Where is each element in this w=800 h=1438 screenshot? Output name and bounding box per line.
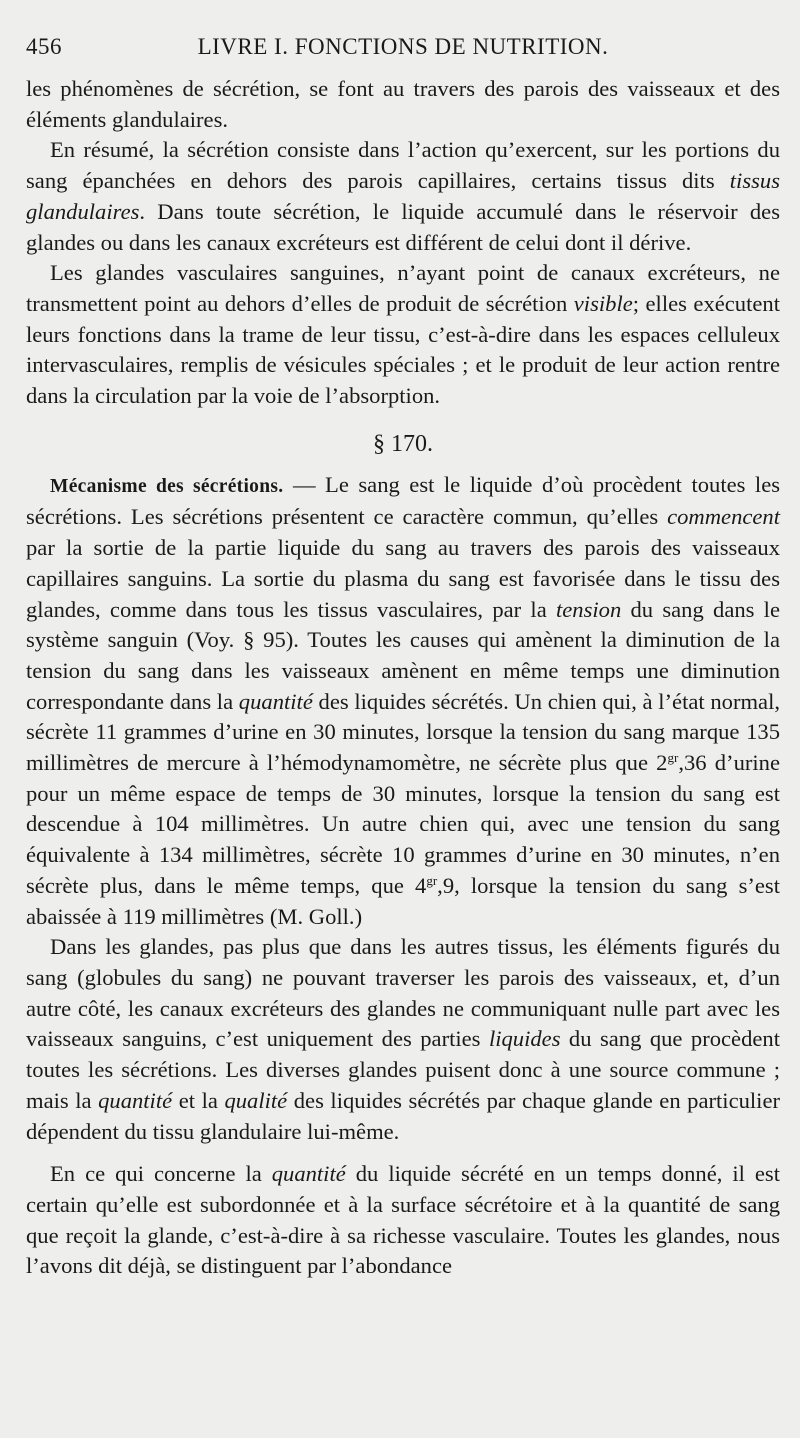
paragraph-2 [26, 135, 780, 258]
italic-term: tissus glandulaires [26, 168, 780, 224]
paragraph-5 [26, 932, 780, 1147]
paragraph-text: du sang que procèdent toutes les sécrétions. Les diverses glandes puisent donc à une source commune ; mais la [26, 1026, 780, 1113]
italic-term: visible [573, 290, 633, 316]
paragraph-1 [26, 74, 780, 135]
paragraph-gap [26, 1147, 780, 1159]
italic-term: liquides [488, 1026, 561, 1052]
paragraph-text: Les glandes vasculaires sanguines, n’ayant point de canaux excréteurs, ne transmettent point au dehors d’elles de produit de sécrétion [26, 260, 780, 316]
paragraph-text: En résumé, la sécrétion consiste dans l’action qu’exercent, sur les portions du sang épanchées en dehors des parois capillaires, certains tissus dits [26, 137, 780, 194]
paragraph-text: par la sortie de la partie liquide du sang au travers des parois des vaisseaux capillaires sanguins. La sortie du plasma du sang est favorisée dans le tissu des glandes, comme dans tous les tissus vasculaires, par la [26, 535, 780, 622]
paragraph-text: ,9, lorsque la tension du sang s’est abaissée à 119 millimètres (M. Goll.) [26, 872, 780, 929]
section-subheading: Mécanisme des sécrétions. [50, 475, 284, 497]
paragraph-text: . Dans toute sécrétion, le liquide accumulé dans le réservoir des glandes ou dans les canaux excréteurs est différent de celui dont il dérive. [26, 198, 780, 255]
paragraph-text: et la [172, 1087, 225, 1113]
paragraph-text: En ce qui concerne la [50, 1161, 272, 1187]
paragraph-4 [26, 470, 780, 933]
paragraph-3 [26, 258, 780, 412]
italic-term: qualité [224, 1087, 288, 1113]
paragraph-text: du sang dans le système sanguin (Voy. § 95). Toutes les causes qui amènent la diminution de la tension du sang dans les vaisseaux amènent en même temps une diminution correspondante dans la [26, 596, 780, 714]
unit-superscript: gr [667, 750, 679, 766]
unit-superscript: gr [426, 872, 438, 888]
paragraph-text: ,36 d’urine pour un même espace de temps de 30 minutes, lorsque la tension du sang est descendue à 104 millimètres. Un autre chien qui, avec une tension du sang équivalente à 134 millimètres, sécrète 10 grammes d’urine en 30 minutes, n’en sécrète plus, dans le même temps, que 4 [26, 750, 780, 898]
page-number: 456 [26, 34, 62, 59]
running-title: LIVRE I. FONCTIONS DE NUTRITION. [197, 34, 609, 59]
paragraph-text: Dans les glandes, pas plus que dans les autres tissus, les éléments figurés du sang (globules du sang) ne pouvant traverser les parois des vaisseaux, et, d’un autre côté, les canaux excréteurs des glandes ne communiquant nulle part avec les vaisseaux sanguins, c’est uniquement des parties [26, 934, 780, 1052]
italic-term: quantité [271, 1161, 346, 1187]
paragraph-text: — Le sang est le liquide d’où procèdent toutes les sécrétions. Les sécrétions présentent ce caractère commun, qu’elles [26, 471, 781, 530]
paragraph-text: les phénomènes de sécrétion, se font au travers des parois des vaisseaux et des éléments glandulaires. [26, 76, 780, 132]
italic-term: commencent [667, 504, 780, 530]
italic-term: tension [555, 596, 622, 622]
paragraph-text: des liquides sécrétés. Un chien qui, à l’état normal, sécrète 11 grammes d’urine en 30 minutes, lorsque la tension du sang marque 135 millimètres de mercure à l’hémodynamomètre, ne sécrète plus que 2 [26, 688, 780, 776]
italic-term: quantité [98, 1087, 173, 1113]
page-header [26, 34, 780, 74]
paragraph-6 [26, 1159, 780, 1282]
paragraph-text: du liquide sécrété en un temps donné, il est certain qu’elle est subordonnée et à la surface sécrétoire et à la quantité de sang que reçoit la glande, c’est-à-dire à sa richesse vasculaire. Toutes les glandes, nous l’avons dit déjà, se distinguent par l’abondance [26, 1161, 780, 1279]
section-heading: § 170. [373, 430, 433, 457]
paragraph-text: ; elles exécutent leurs fonctions dans la trame de leur tissu, c’est-à-dire dans les espaces celluleux intervasculaires, remplis de vésicules spéciales ; et le produit de leur action rentre dans la circulation par la voie de l’absorption. [26, 290, 780, 409]
paragraph-text: des liquides sécrétés par chaque glande en particulier dépendent du tissu glandulaire lui-même. [26, 1087, 780, 1144]
italic-term: quantité [238, 688, 313, 714]
